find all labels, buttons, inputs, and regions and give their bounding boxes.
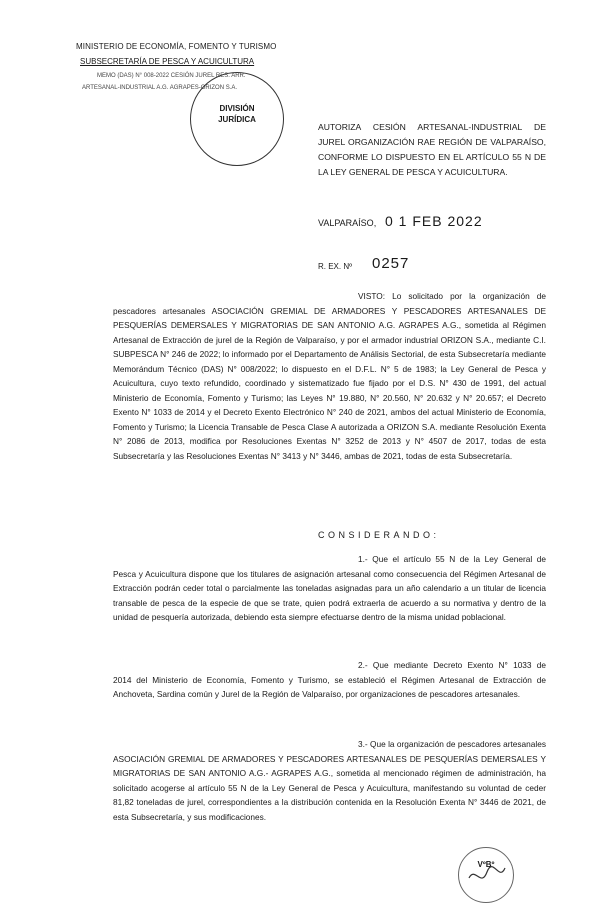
- vobo-stamp: [458, 847, 514, 903]
- visto-text: VISTO: Lo solicitado por la organización de pescadores artesanales ASOCIACIÓN GREMIAL DE ARMADORES Y PESCADORES ARTESANALES DE PESQUERÍAS DEMERSALES Y MIGRATORIAS DE SAN ANTONIO A.G. AGRAPES A.G., sometida al Régimen Artesanal de Extracción de jurel de la Región de Valparaíso, y por el armador industrial ORIZON S.A., mediante C.I. SUBPESCA N° 246 de 2022; lo informado por el Departamento de Análisis Sectorial, de esta Subsecretaría mediante Memorándum Técnico (DAS) N° 008/2022; lo dispuesto en el D.F.L. N° 5 de 1983; la Ley General de Pesca y Acuicultura, cuyo texto refundido, coordinado y sistematizado fue fijado por el D.S. N° 430 de 1991, del actual Ministerio de Economía, Fomento y Turismo; las Leyes N° 19.880, N° 20.560, N° 20.632 y N° 20.657; el Decreto Exento N° 1033 de 2014 y el Decreto Exento Electrónico N° 240 de 2021, ambos del actual Ministerio de Economía, Fomento y Turismo; la Licencia Transable de Pesca Clase A autorizada a ORIZON S.A. mediante Resolución Exenta N° 2086 de 2013, modifica por Resoluciones Exentas N° 3252 de 2013 y N° 4507 de 2017, todas de esta Subsecretaría y las Resoluciones Exentas N° 3413 y N° 3446, ambas de 2021, todas de esta Subsecretaría.: [113, 291, 546, 461]
- stamp-signature-icon: [459, 848, 513, 902]
- subsecretaria-heading: SUBSECRETARÍA DE PESCA Y ACUICULTURA: [80, 57, 255, 66]
- seal-juridica-text: JURÍDICA: [218, 115, 256, 124]
- memo-reference-line-1: MEMO (DAS) N° 008-2022 CESIÓN JUREL RES. ARR.: [97, 73, 246, 79]
- place-label: VALPARAÍSO,: [318, 218, 377, 228]
- seal-division-text: DIVISIÓN: [219, 104, 255, 113]
- resolution-title: AUTORIZA CESIÓN ARTESANAL-INDUSTRIAL DE JUREL ORGANIZACIÓN RAE REGIÓN DE VALPARAÍSO, CONFORME LO DISPUESTO EN EL ARTÍCULO 55 N DE LA LEY GENERAL DE PESCA Y ACUICULTURA.: [318, 122, 546, 177]
- considerando-2: 2.- Que mediante Decreto Exento N° 1033 de 2014 del Ministerio de Economía, Fomento y Turismo, se estableció el Régimen Artesanal de Extracción de Anchoveta, Sardina común y Jurel de la Región de Valparaíso, por organizaciones de pescadores artesanales.: [113, 660, 546, 699]
- rex-number: 0257: [372, 255, 410, 272]
- visto-paragraph: [113, 289, 546, 463]
- considerando-3: 3.- Que la organización de pescadores artesanales ASOCIACIÓN GREMIAL DE ARMADORES Y PESCADORES ARTESANALES DE PESQUERÍAS DEMERSALES Y MIGRATORIAS DE SAN ANTONIO A.G.- AGRAPES A.G., sometida al mencionado régimen de administración, ha solicitado acogerse al artículo 55 N de la Ley General de Pesca y Acuicultura, manifestando su voluntad de ceder 81,82 toneladas de jurel, correspondientes a la distribución contenida en la Resolución Exenta N° 3446 de 2021, de esta Subsecretaría, y sus modificaciones.: [113, 739, 546, 822]
- stamp-text: VºBº: [477, 860, 495, 869]
- resolution-date: 0 1 FEB 2022: [385, 213, 483, 229]
- rex-label: R. EX. Nº: [318, 262, 353, 271]
- division-juridica-seal: [190, 72, 284, 166]
- memo-reference-line-2: ARTESANAL-INDUSTRIAL A.G. AGRAPES-ORIZON S.A.: [82, 85, 238, 91]
- ministry-heading: MINISTERIO DE ECONOMÍA, FOMENTO Y TURISMO: [76, 42, 277, 51]
- considerando-1: 1.- Que el artículo 55 N de la Ley General de Pesca y Acuicultura dispone que los titulares de asignación artesanal como consecuencia del Régimen Artesanal de Extracción podrán ceder total o parcialmente las toneladas asignadas para un año calendario a un titular de licencia transable de pesca de la especie de que se trate, quien podrá extraerla de acuerdo a su normativa y dentro de la unidad de pesquería autorizada, debiendo esta siempre efectuarse dentro de la misma unidad poblacional.: [113, 554, 546, 622]
- considerando-heading: CONSIDERANDO:: [318, 530, 440, 540]
